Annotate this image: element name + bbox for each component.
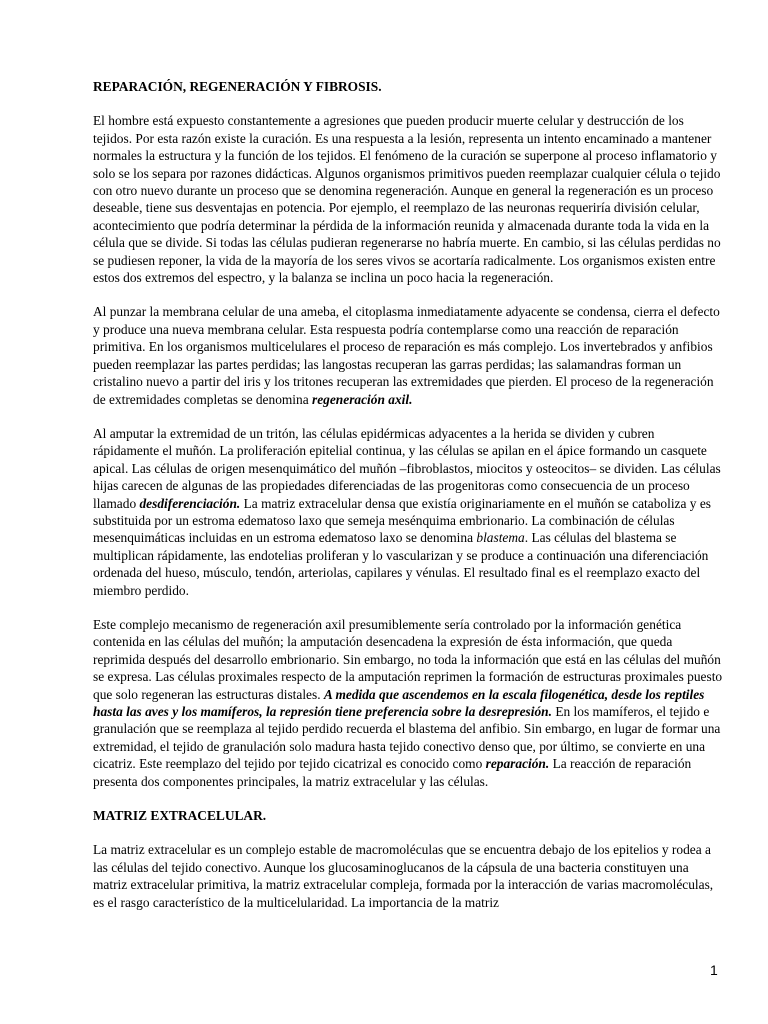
term-desdiferenciacion: desdiferenciación. — [139, 495, 241, 511]
paragraph-3-text-b: La matriz extracelular densa que existía originariamente en el muñón se cataboliza y es substituida por un estroma edematoso laxo que semeja mesénquima embrionario. La combinación de células mesenquimáticas incluidas en un estroma edematoso laxo se denomina — [93, 495, 711, 546]
paragraph-4-text-b: En los mamíferos, el tejido e granulación que se reemplaza al tejido perdido recuerda el blastema del anfibio. Sin embargo, en lugar de formar una extremidad, el tejido de granulación solo madura hasta tejido conectivo denso que, por último, se convierte en una cicatriz. Este reemplazo del tejido por tejido cicatrizal es conocido como — [93, 704, 721, 772]
paragraph-4 — [93, 616, 723, 790]
section-title-reparacion: REPARACIÓN, REGENERACIÓN Y FIBROSIS. — [93, 79, 382, 94]
emphasis-escala-filogenetica: A medida que ascendemos en la escala filogenética, desde los reptiles hasta las aves y los mamíferos, la represión tiene preferencia sobre la desrepresión. — [93, 686, 705, 719]
paragraph-5: La matriz extracelular es un complejo estable de macromoléculas que se encuentra debajo de los epitelios y rodea a las células del tejido conectivo. Aunque los glucosaminoglucanos de la cápsula de una bacteria constituyen una matriz extracelular primitiva, la matriz extracelular compleja, formada por la interacción de varias macromoléculas, es el rasgo característico de la multicelularidad. La importancia de la matriz — [93, 842, 714, 910]
term-regeneracion-axil: regeneración axil. — [312, 391, 413, 407]
document-page — [93, 78, 723, 928]
paragraph-1: El hombre está expuesto constantemente a agresiones que pueden producir muerte celular y destrucción de los tejidos. Por esta razón existe la curación. Es una respuesta a la lesión, representa un intento encaminado a mantener normales la estructura y la función de los tejidos. El fenómeno de la curación se superpone al proceso inflamatorio y solo se los separa por razones didácticas. Algunos organismos primitivos pueden reemplazar cualquier célula o tejido con otro nuevo durante un proceso que se denomina regeneración. Aunque en general la regeneración es un proceso deseable, tiene sus desventajas en potencia. Por ejemplo, el reemplazo de las neuronas requeriría división celular, acontecimiento que podría determinar la pérdida de la información reunida y almacenada durante toda la vida en la célula que se divide. Si todas las células pudieran regenerarse no habría muerte. En cambio, si las células perdidas no se pudiesen reponer, la vida de la mayoría de los seres vivos se acortaría radicalmente. Los organismos existen entre estos dos extremos del espectro, y la balanza se inclina un poco hacia la regeneración. — [93, 113, 721, 286]
term-blastema: blastema — [476, 530, 525, 546]
paragraph-3-text-a: Al amputar la extremidad de un tritón, las células epidérmicas adyacentes a la herida se dividen y cubren rápidamente el muñón. La proliferación epitelial continua, y las células se apilan en el ápice formando un casquete apical. Las células de origen mesenquimático del muñón –fibroblastos, miocitos y osteocitos– se dividen. Las células hijas carecen de algunas de las propiedades diferenciadas de las progenitoras como consecuencia de un proceso llamado — [93, 425, 721, 511]
term-reparacion: reparación. — [485, 756, 550, 772]
paragraph-2-text: Al punzar la membrana celular de una ameba, el citoplasma inmediatamente adyacente se condensa, cierra el defecto y produce una nueva membrana celular. Esta respuesta podría contemplarse como una reacción de reparación primitiva. En los organismos multicelulares el proceso de reparación es más complejo. Los invertebrados y anfibios pueden reemplazar las partes perdidas; las langostas recuperan las garras perdidas; las salamandras forman un cristalino nuevo a partir del iris y los tritones recuperan las extremidades que pierden. El proceso de la regeneración de extremidades completas se denomina — [93, 304, 720, 407]
paragraph-4-text-a: Este complejo mecanismo de regeneración axil presumiblemente sería controlado por la información genética contenida en las células del muñón; la amputación desencadena la expresión de ésta información, que queda reprimida después del desarrollo embrionario. Sin embargo, no toda la información que está en las células del muñón se expresa. Las células proximales respecto de la amputación reprimen la formación de estructuras proximales puesto que solo regeneran las estructuras distales. — [93, 616, 723, 702]
paragraph-4-text-c: La reacción de reparación presenta dos componentes principales, la matriz extracelular y las células. — [93, 756, 692, 789]
paragraph-2 — [93, 303, 723, 407]
section-title-matriz: MATRIZ EXTRACELULAR. — [93, 808, 267, 824]
paragraph-3-text-c: . Las células del blastema se multiplican rápidamente, las endotelias proliferan y lo vascularizan y se produce a continuación una diferenciación ordenada del hueso, músculo, tendón, arteriolas, capilares y vénulas. El resultado final es el reemplazo exacto del miembro perdido. — [93, 530, 709, 598]
page-number: 1 — [710, 962, 718, 978]
paragraph-3 — [93, 425, 723, 599]
